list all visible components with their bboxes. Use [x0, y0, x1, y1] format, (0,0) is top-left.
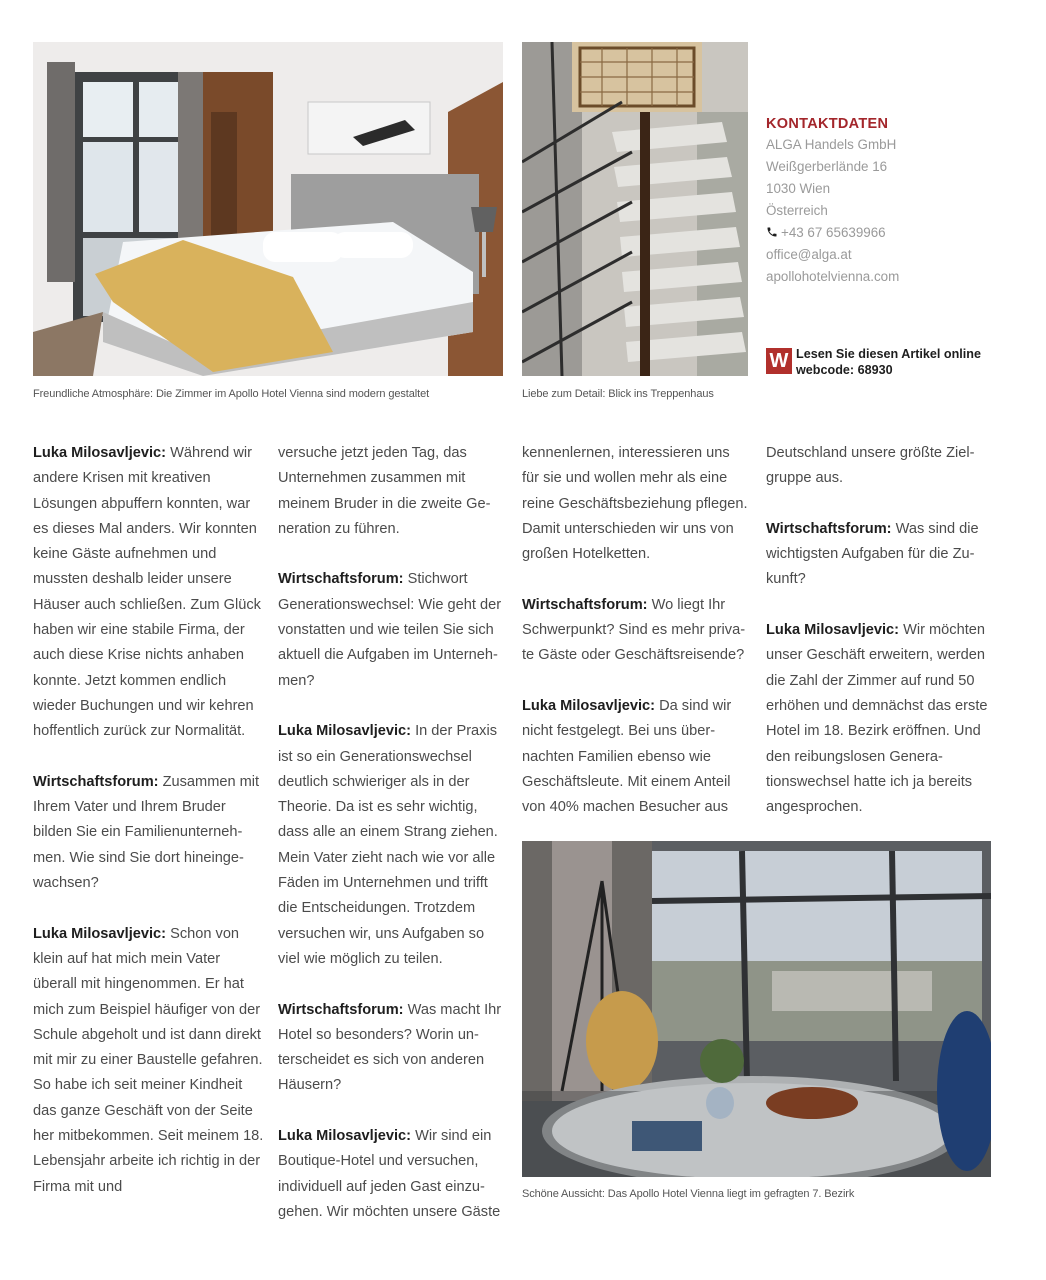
webcode-badge: W: [766, 348, 792, 374]
view-photo: [522, 841, 991, 1177]
speaker-label: Luka Milosavljevic:: [278, 1128, 412, 1145]
paragraph: Luka Milosavljevic: Schon von klein auf hat mich mein Vater überall mit hingenommen. Er hat mich zum Beispiel häufiger von der Schule abgeholt und ist dann direkt mit mir zu einer Baustelle gefahren. So habe ich seit meiner Kindheit das ganze Geschäft von der Seite her mitbekommen. Seit meinem 18. Lebensjahr arbeite ich richtig in der Firma mit und: [33, 925, 264, 1195]
paragraph: Luka Milosavljevic: Wir möchten unser Geschäft erweitern, werden die Zahl der Zimmer auf rund 50 erhöhen und demnächst das erste Hotel im 18. Bezirk eröffnen. Und den reibungslosen Generationswechsel hatte ich ja bereits angesprochen.: [766, 622, 988, 816]
speaker-label: Luka Milosavljevic:: [33, 445, 167, 461]
article-column-1: [33, 441, 265, 1225]
contact-phone-row: [766, 222, 1026, 244]
contact-email[interactable]: office@alga.at: [766, 247, 852, 262]
paragraph: Wirtschaftsforum: Was sind die wichtigsten Aufgaben für die Zukunft?: [766, 520, 979, 588]
view-illustration: [522, 841, 991, 1177]
contact-country: Österreich: [766, 203, 828, 218]
contact-phone[interactable]: +43 67 65639966: [781, 225, 886, 240]
paragraph: Wirtschaftsforum: Zusammen mit Ihrem Vater und Ihrem Bruder bilden Sie ein Familienunternehmen. Wie sind Sie dort hineingewachsen?: [33, 773, 260, 892]
paragraph: Luka Milosavljevic: Während wir andere Krisen mit kreativen Lösungen abpuffern konnten, war es dieses Mal anders. Wir konnten keine Gäste aufnehmen und mussten deshalb leider unsere Häuser auch schließen. Zum Glück haben wir eine stabile Firma, der auch diese Krise nichts anhaben konnte. Jetzt kommen endlich wieder Buchungen und wir kehren hoffentlich zurück zur Normalität.: [33, 445, 261, 740]
paragraph: Luka Milosavljevic: Wir sind ein Boutique-Hotel und versuchen, individuell auf jeden Gast einzugehen. Wir möchten unsere Gäste: [278, 1128, 501, 1220]
speaker-label: Wirtschaftsforum:: [522, 596, 648, 613]
paragraph: Wirtschaftsforum: Stichwort Generationswechsel: Wie geht der vonstatten und wie teilen Sie sich aktuell die Aufgaben im Unternehmen?: [278, 571, 502, 689]
speaker-label: Luka Milosavljevic:: [522, 697, 656, 714]
paragraph: versuche jetzt jeden Tag, das Unternehmen zusammen mit meinem Bruder in die zweite Generation zu führen.: [278, 445, 491, 537]
paragraph: kennenlernen, interessieren uns für sie und wollen mehr als eine reine Geschäftsbeziehung pflegen. Damit unterschieden wir uns von großen Hotelketten.: [522, 445, 748, 563]
article-column-2: [278, 441, 506, 1251]
contact-box: [766, 114, 1026, 288]
paragraph: Luka Milosavljevic: Da sind wir nicht festgelegt. Bei uns übernachten Familien ebenso wie Geschäftsleute. Mit einem Anteil von 40% machen Besucher aus: [522, 697, 732, 816]
staircase-photo: [522, 42, 748, 376]
staircase-caption: Liebe zum Detail: Blick ins Treppenhaus: [522, 388, 714, 400]
hotel-room-illustration: [33, 42, 503, 376]
contact-title: KONTAKTDATEN: [766, 116, 889, 132]
hotel-room-photo: [33, 42, 503, 376]
speaker-label: Wirtschaftsforum:: [278, 1001, 404, 1018]
webcode-box[interactable]: [766, 346, 981, 378]
view-caption: Schöne Aussicht: Das Apollo Hotel Vienna liegt im gefragten 7. Bezirk: [522, 1188, 855, 1200]
speaker-label: Luka Milosavljevic:: [33, 925, 167, 942]
speaker-label: Luka Milosavljevic:: [278, 723, 412, 740]
staircase-illustration: [522, 42, 748, 376]
phone-icon: [766, 226, 778, 238]
paragraph: Luka Milosavljevic: In der Praxis ist so ein Generationswechsel deutlich schwieriger als in der Theorie. Da ist es sehr wichtig, dass alle an einem Strang ziehen. Mein Vater zieht nach wie vor alle Fäden im Unternehmen und trifft die Entscheidungen. Trotzdem versuchen wir, uns Aufgaben so viel wie möglich zu teilen.: [278, 723, 498, 967]
webcode-line1: Lesen Sie diesen Artikel online: [796, 347, 982, 361]
speaker-label: Luka Milosavljevic:: [766, 622, 900, 639]
paragraph: Wirtschaftsforum: Was macht Ihr Hotel so besonders? Worin unterscheidet es sich von anderen Häusern?: [278, 1001, 502, 1094]
contact-city: 1030 Wien: [766, 181, 831, 196]
speaker-label: Wirtschaftsforum:: [766, 520, 892, 537]
article-column-4: [766, 441, 994, 846]
paragraph: Wirtschaftsforum: Wo liegt Ihr Schwerpunkt? Sind es mehr private Gäste oder Geschäftsreisende?: [522, 596, 746, 664]
hotel-room-caption: Freundliche Atmosphäre: Die Zimmer im Apollo Hotel Vienna sind modern gestaltet: [33, 388, 430, 400]
webcode-line2: webcode: 68930: [796, 363, 893, 377]
article-column-3: [522, 441, 750, 846]
contact-street: Weißgerberlände 16: [766, 159, 888, 174]
contact-company: ALGA Handels GmbH: [766, 137, 897, 152]
speaker-label: Wirtschaftsforum:: [33, 773, 159, 790]
contact-website[interactable]: apollohotelvienna.com: [766, 269, 900, 284]
paragraph: Deutschland unsere größte Zielgruppe aus.: [766, 445, 975, 487]
speaker-label: Wirtschaftsforum:: [278, 571, 404, 588]
